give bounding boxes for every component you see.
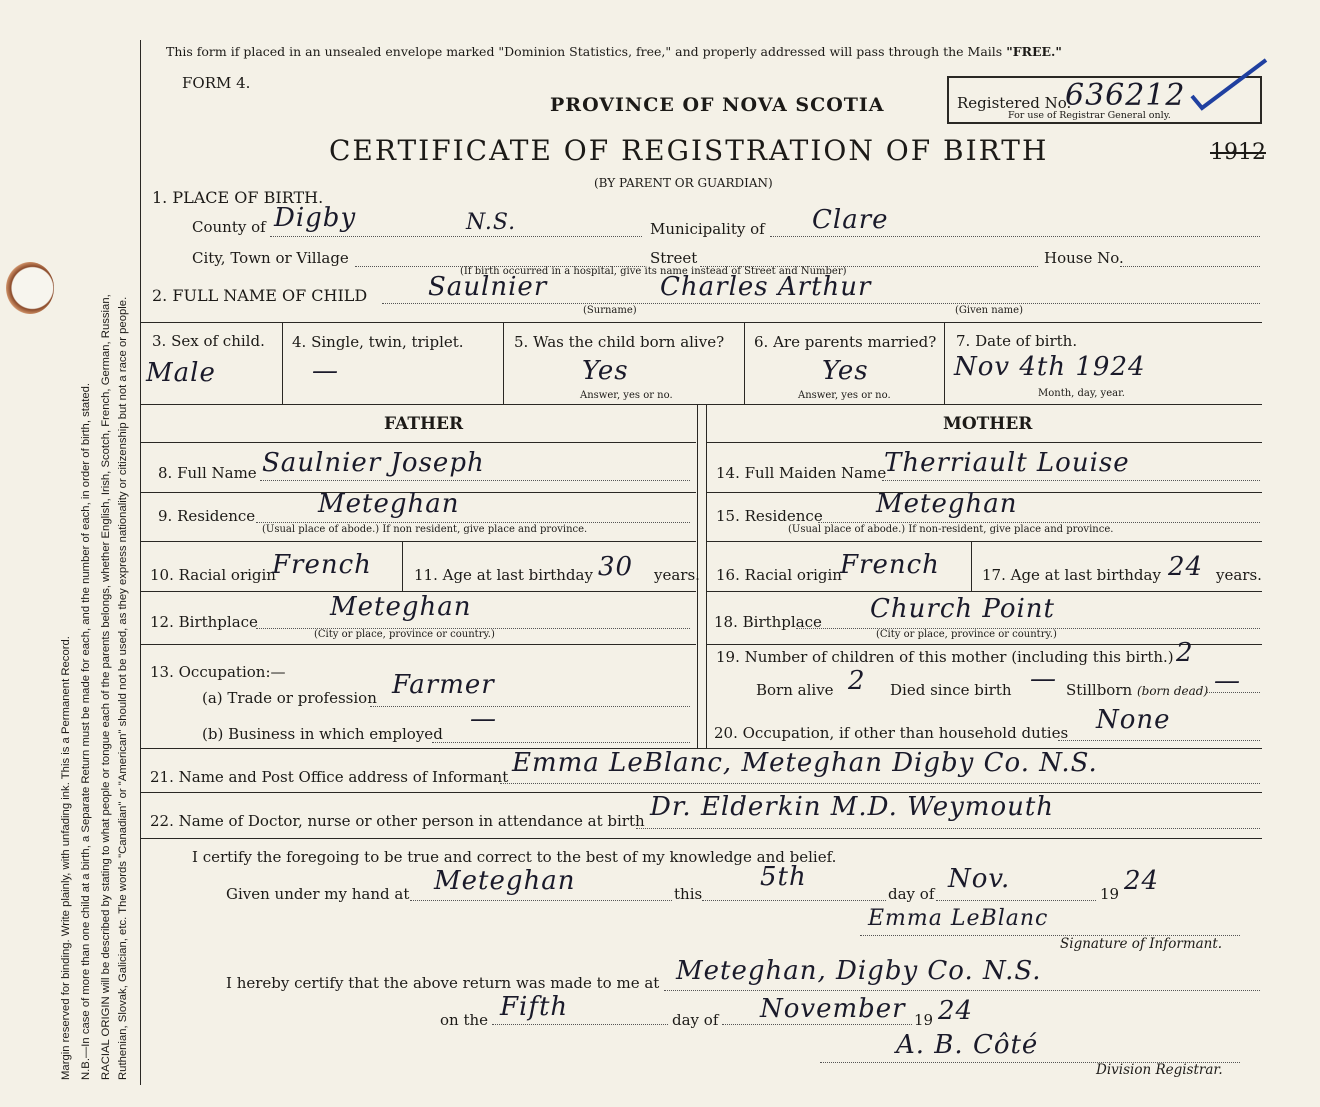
margin-note-4: Ruthenian, Slovak, Galician, etc. The words "Canadian" or "American" should not be used, as they express nationality or citizenship but not a race or people.: [117, 296, 129, 1080]
plurality-label: 4. Single, twin, triplet.: [292, 333, 464, 351]
sex-value: Male: [146, 358, 216, 388]
certificate-subtitle: (BY PARENT OR GUARDIAN): [594, 176, 773, 190]
married-note: Answer, yes or no.: [798, 390, 891, 401]
stillborn-text: Stillborn: [1066, 681, 1133, 699]
registered-number: 636212: [1065, 78, 1186, 113]
registrar-place: Meteghan, Digby Co. N.S.: [676, 956, 1042, 986]
mother-age-label: 17. Age at last birthday: [982, 566, 1161, 584]
mother-born-alive-value: 2: [848, 666, 866, 696]
mother-heading: MOTHER: [943, 414, 1033, 434]
margin-note-2: N.B.—In case of more than one child at a birth, a Separate Return must be made for each, and the number of each, in order of birth, stated.: [80, 382, 92, 1080]
father-birthplace-note: (City or place, province or country.): [314, 629, 495, 640]
mother-stillborn-label: [1066, 681, 1208, 699]
house-label: House No.: [1044, 249, 1124, 267]
punch-hole: [6, 262, 54, 314]
father-birthplace-value: Meteghan: [330, 592, 472, 622]
mother-birthplace-note: (City or place, province or country.): [876, 629, 1057, 640]
registrar-day-of: day of: [672, 1011, 719, 1029]
born-alive-value: Yes: [582, 356, 629, 386]
mother-children-value: 2: [1176, 638, 1194, 668]
mother-name-value: Therriault Louise: [884, 448, 1130, 478]
registrar-note: For use of Registrar General only.: [1008, 110, 1171, 121]
mother-racial-value: French: [840, 550, 940, 580]
mother-occupation-label: 20. Occupation, if other than household duties: [714, 724, 1069, 742]
day-value: 5th: [760, 862, 807, 892]
mother-stillborn-value: —: [1214, 666, 1241, 696]
stillborn-note: (born dead): [1136, 684, 1209, 698]
registrar-signature: A. B. Côté: [896, 1030, 1039, 1060]
mother-born-alive-label: Born alive: [756, 681, 834, 699]
mail-notice-text: This form if placed in an unsealed envelope marked "Dominion Statistics, free," and properly addressed will pass through the Mails: [166, 44, 1003, 59]
mother-residence-note: (Usual place of abode.) If non-resident, give place and province.: [788, 524, 1114, 535]
dob-value: Nov 4th 1924: [954, 352, 1146, 382]
informant-label: 21. Name and Post Office address of Informant: [150, 768, 509, 786]
province-title: PROVINCE OF NOVA SCOTIA: [550, 94, 885, 116]
registrar-month: November: [760, 994, 906, 1024]
margin-note-1: Margin reserved for binding. Write plainly, with unfading ink. This is a Permanent Record.: [60, 636, 72, 1080]
mother-birthplace-label: 18. Birthplace: [714, 613, 822, 631]
on-the-label: on the: [440, 1011, 489, 1029]
father-business-value: —: [470, 704, 497, 734]
given-label: Given under my hand at: [226, 885, 410, 903]
margin-note-3: RACIAL ORIGIN will be described by stating to what people or tongue each of the parents belongs, whether English, Irish, Scotch, French, German, Russian,: [100, 294, 112, 1080]
father-trade-value: Farmer: [392, 670, 495, 700]
married-value: Yes: [822, 356, 869, 386]
place-of-birth-heading: 1. PLACE OF BIRTH.: [152, 188, 324, 207]
child-name-label: 2. FULL NAME OF CHILD: [152, 286, 368, 305]
registered-label: Registered No.: [957, 94, 1072, 112]
born-alive-note: Answer, yes or no.: [580, 390, 673, 401]
father-residence-value: Meteghan: [318, 489, 460, 519]
mother-residence-value: Meteghan: [876, 489, 1018, 519]
mother-age-value: 24: [1168, 552, 1204, 582]
given-place: Meteghan: [434, 866, 576, 896]
form-number: FORM 4.: [182, 74, 251, 92]
sex-label: 3. Sex of child.: [152, 332, 265, 350]
county-value: Digby: [274, 203, 357, 233]
born-alive-label: 5. Was the child born alive?: [514, 333, 725, 351]
this-label: this: [674, 885, 703, 903]
registrar-day: Fifth: [500, 992, 569, 1022]
mother-birthplace-value: Church Point: [870, 594, 1055, 624]
mail-free: "FREE.": [1006, 44, 1062, 59]
given-name-note: (Given name): [955, 305, 1023, 316]
father-residence-label: 9. Residence: [158, 507, 256, 525]
father-name-value: Saulnier Joseph: [262, 448, 485, 478]
father-age-unit: years.: [654, 566, 700, 584]
mail-notice: [166, 44, 1062, 59]
street-label: Street: [650, 249, 698, 267]
mother-died-label: Died since birth: [890, 681, 1012, 699]
check-mark: [1190, 56, 1270, 116]
father-name-label: 8. Full Name: [158, 464, 257, 482]
city-label: City, Town or Village: [192, 249, 349, 267]
year-value: 24: [1124, 866, 1160, 896]
father-trade-label: (a) Trade or profession: [202, 689, 377, 707]
municipality-label: Municipality of: [650, 220, 765, 238]
father-age-label: 11. Age at last birthday: [414, 566, 593, 584]
dob-note: Month, day, year.: [1038, 388, 1125, 399]
mother-died-value: —: [1030, 664, 1057, 694]
municipality-value: Clare: [812, 205, 889, 235]
informant-value: Emma LeBlanc, Meteghan Digby Co. N.S.: [512, 748, 1098, 778]
registrar-year-prefix: 19: [914, 1011, 934, 1029]
plurality-value: —: [312, 356, 339, 386]
father-business-label: (b) Business in which employed: [202, 725, 443, 743]
county-label: County of: [192, 218, 266, 236]
father-racial-value: French: [272, 550, 372, 580]
mother-children-label: 19. Number of children of this mother (including this birth.): [716, 648, 1174, 666]
father-age-value: 30: [598, 552, 634, 582]
month-value: Nov.: [948, 864, 1011, 894]
year-struck: 1912: [1210, 140, 1266, 165]
certificate-title: CERTIFICATE OF REGISTRATION OF BIRTH: [329, 134, 1049, 167]
mother-residence-label: 15. Residence: [716, 507, 823, 525]
informant-signature-label: Signature of Informant.: [1060, 936, 1223, 952]
mother-racial-label: 16. Racial origin: [716, 566, 842, 584]
registrar-year: 24: [938, 996, 974, 1026]
registrar-signature-label: Division Registrar.: [1096, 1062, 1223, 1078]
married-label: 6. Are parents married?: [754, 333, 937, 351]
dob-label: 7. Date of birth.: [956, 332, 1078, 350]
hospital-note: (If birth occurred in a hospital, give its name instead of Street and Number): [460, 266, 847, 277]
father-heading: FATHER: [384, 414, 464, 434]
father-residence-note: (Usual place of abode.) If non resident, give place and province.: [262, 524, 588, 535]
year-prefix: 19: [1100, 885, 1120, 903]
child-surname: Saulnier: [428, 272, 548, 302]
day-of-label: day of: [888, 885, 935, 903]
child-given-name: Charles Arthur: [660, 272, 872, 302]
registrar-text: I hereby certify that the above return was made to me at: [226, 974, 660, 992]
certify-text: I certify the foregoing to be true and correct to the best of my knowledge and belief.: [192, 848, 837, 866]
mother-age-unit: years.: [1216, 566, 1262, 584]
surname-note: (Surname): [583, 305, 637, 316]
doctor-value: Dr. Elderkin M.D. Weymouth: [650, 792, 1055, 822]
margin-rule: [140, 40, 141, 1085]
county-extra: N.S.: [466, 210, 517, 235]
father-occupation-label: 13. Occupation:—: [150, 663, 286, 681]
father-racial-label: 10. Racial origin: [150, 566, 276, 584]
doctor-label: 22. Name of Doctor, nurse or other person in attendance at birth: [150, 812, 645, 830]
mother-occupation-value: None: [1096, 705, 1171, 735]
informant-signature: Emma LeBlanc: [868, 906, 1049, 931]
mother-name-label: 14. Full Maiden Name: [716, 464, 887, 482]
father-birthplace-label: 12. Birthplace: [150, 613, 258, 631]
